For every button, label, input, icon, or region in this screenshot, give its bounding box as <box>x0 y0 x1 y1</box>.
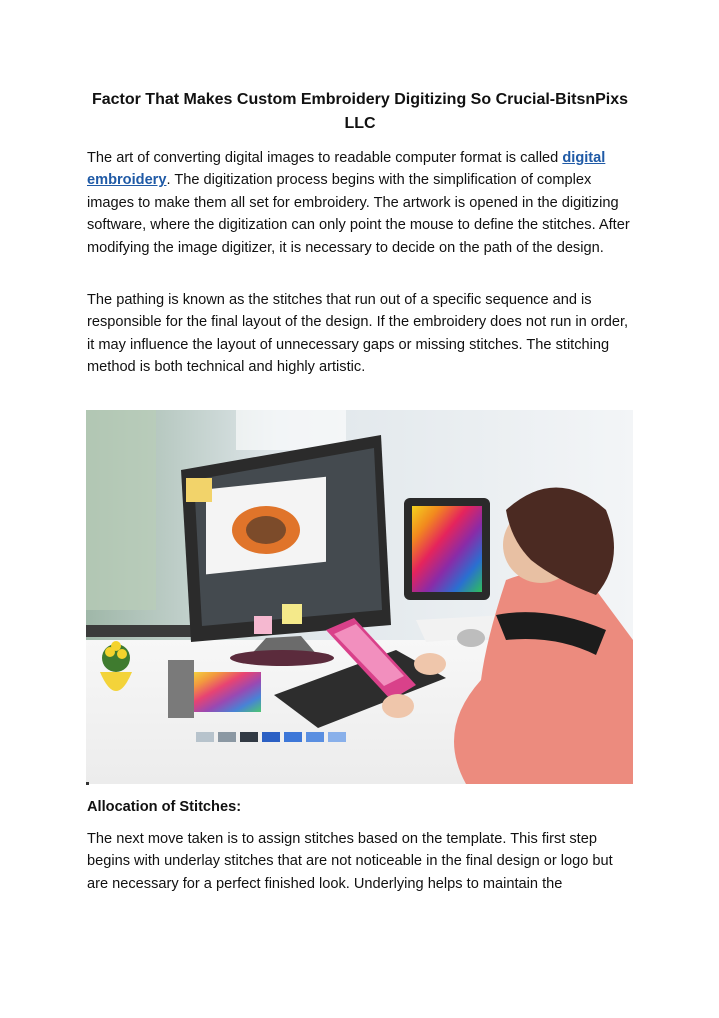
intro-text-after-link: . The digitization process begins with the simplification of complex images to make them all set for embroidery. The artwork is opened in the digitizing software, where the digitization can only point the mouse to define the stitches. After modifying the image digitizer, it is necessary to decide on the path of the design. <box>87 172 630 256</box>
section-heading-allocation-of-stitches: Allocation of Stitches: <box>87 799 242 815</box>
pathing-paragraph: The pathing is known as the stitches that run out of a specific sequence and is responsible for the final layout of the design. If the embroidery does not run in order, it may influence the layout of unnecessary gaps or missing stitches. The stitching method is both technical and highly artistic. <box>87 292 629 376</box>
intro-paragraph <box>87 147 635 259</box>
stitches-paragraph: The next move taken is to assign stitches based on the template. This first step begins with underlay stitches that are not noticeable in the final design or logo but are necessary for a perfect finished look. Underlying helps to maintain the <box>87 831 613 892</box>
document-title: Factor That Makes Custom Embroidery Digitizing So Crucial-BitsnPixs LLC <box>91 91 629 132</box>
designer-at-workstation-photo <box>86 410 633 784</box>
digital-embroidery-link[interactable]: digital embroidery <box>87 150 606 189</box>
image-corner-mark <box>86 782 89 785</box>
intro-text-before-link: The art of converting digital images to readable computer format is called <box>87 150 563 166</box>
